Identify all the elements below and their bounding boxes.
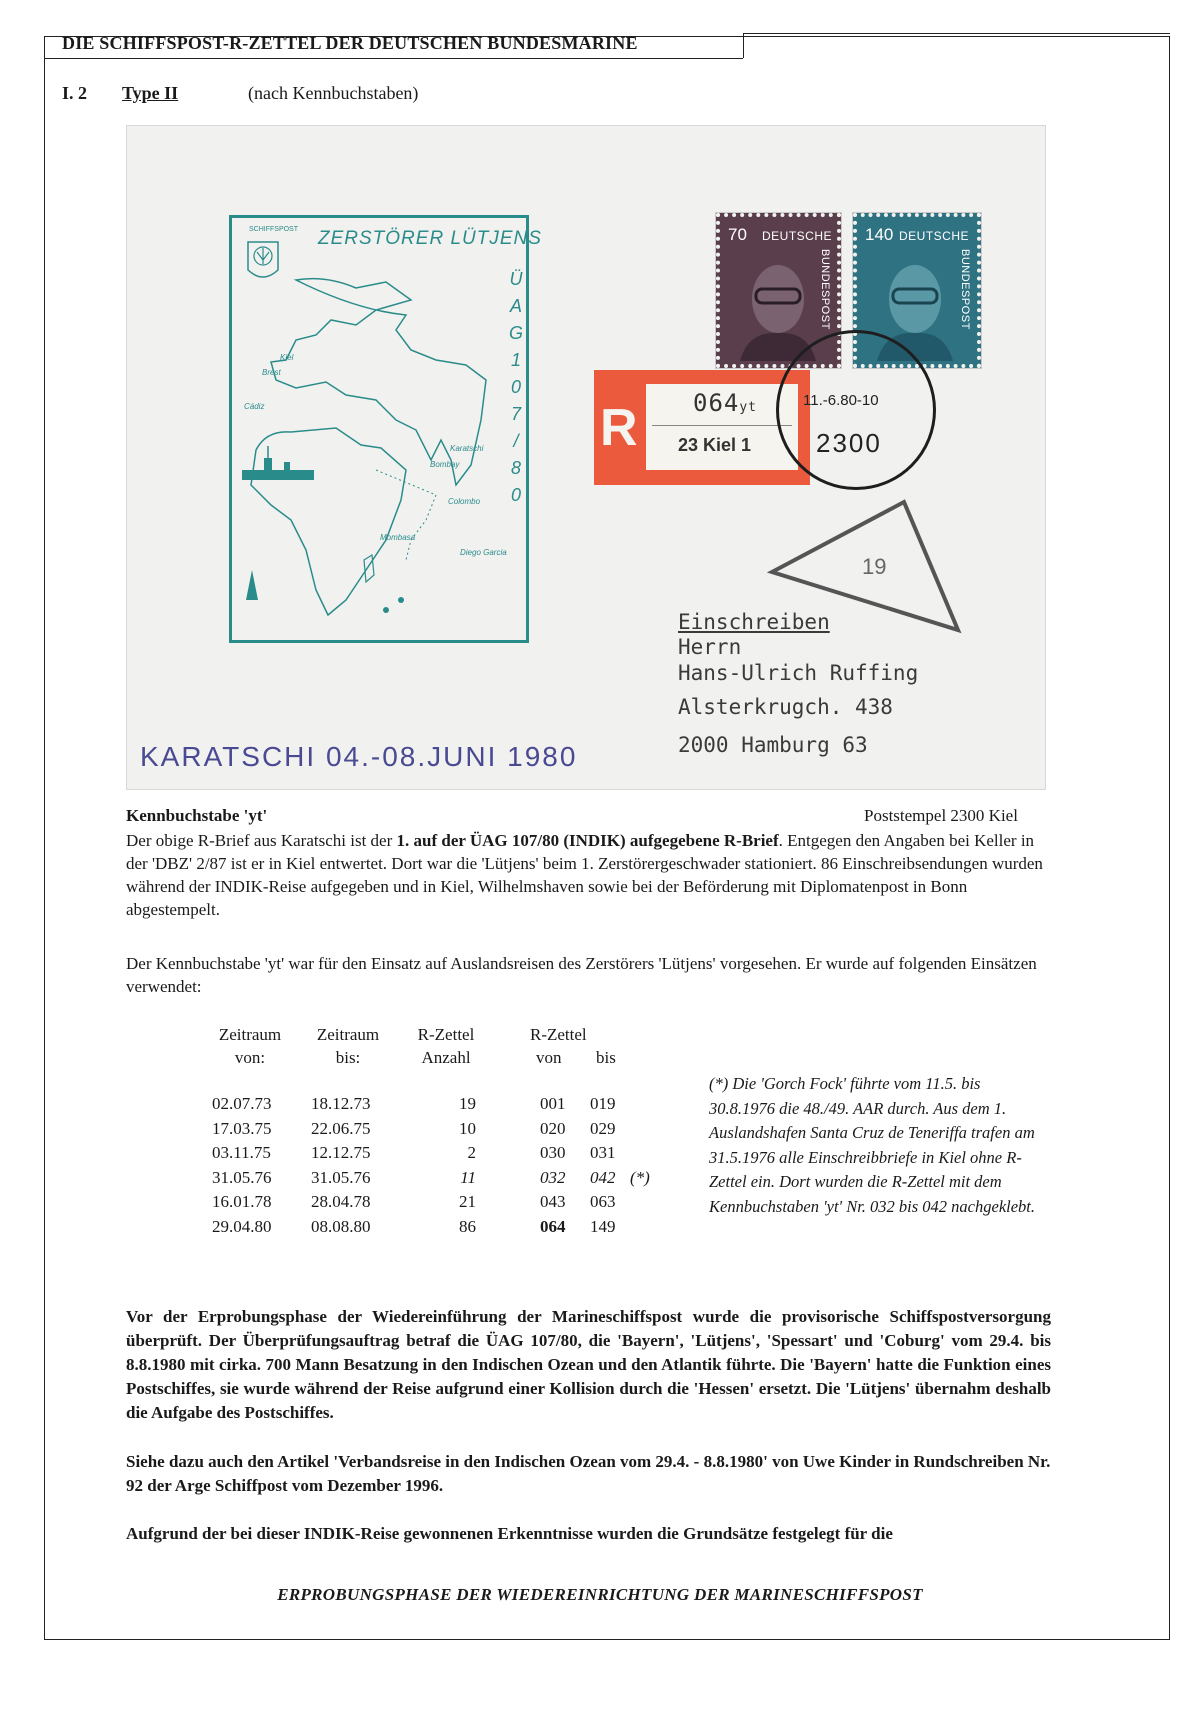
- postmark-date: 11.-6.80-10: [803, 392, 879, 409]
- cell-zeitraum-von: 17.03.75: [212, 1118, 272, 1138]
- table-header-zeitraum-bis: [306, 1023, 390, 1069]
- page-title: DIE SCHIFFSPOST-R-ZETTEL DER DEUTSCHEN BUNDESMARINE: [62, 33, 638, 53]
- registration-suffix: yt: [739, 400, 758, 415]
- cell-anzahl: 10: [459, 1118, 476, 1138]
- cachet-vert-char: 8: [510, 458, 521, 478]
- cell-zeitraum-bis: 18.12.73: [311, 1094, 371, 1113]
- p1-text: . Entgegen den Angaben bei Keller in der 'DBZ' 2/87 ist er in Kiel entwertet. Dort war die 'Lütjens' beim 1. Zerstörergeschwader stationiert. 86 Einschreibsendungen wurden während der INDIK-Reise aufgegeben und in Kiel, Wilhelmshaven sowie bei der Beförderung mit Diplomatenpost in Bonn abgestempelt.: [126, 831, 1043, 919]
- section-number: I. 2: [62, 83, 88, 103]
- p1-text: Der obige R-Brief aus Karatschi ist der: [126, 831, 397, 850]
- cell-zeitraum-von: 02.07.73: [212, 1094, 272, 1113]
- cachet-vert-char: /: [513, 431, 519, 451]
- triangle-stamp-number: 19: [862, 554, 887, 579]
- paragraph-4: Siehe dazu auch den Artikel 'Verbandsreise in den Indischen Ozean vom 29.4. - 8.8.1980' von Uwe Kinder in Rundschreiben Nr. 92 der Arge Schiffpost vom Dezember 1996.: [126, 1452, 1051, 1495]
- cachet-vert-char: Ü: [509, 269, 523, 289]
- header-line: Zeitraum: [218, 1025, 282, 1044]
- cell-anzahl: 86: [459, 1216, 476, 1236]
- cell-rzettel-von: 032: [540, 1167, 566, 1187]
- cell-rzettel-bis: 019: [590, 1094, 616, 1113]
- cell-zeitraum-von: 31.05.76: [212, 1167, 272, 1187]
- header-line: R-Zettel: [417, 1025, 475, 1044]
- cachet-vert-char: 7: [510, 404, 521, 424]
- registration-number-value: 064: [693, 389, 740, 417]
- cachet-small-label: SCHIFFSPOST: [249, 226, 299, 233]
- cachet-map: [236, 270, 506, 640]
- stamp-value: 70: [728, 225, 747, 244]
- registration-number: [693, 389, 757, 417]
- header-line: von:: [234, 1048, 266, 1067]
- cell-anzahl: 2: [467, 1143, 476, 1162]
- footer-title: ERPROBUNGSPHASE DER WIEDEREINRICHTUNG DER MARINESCHIFFSPOST: [277, 1585, 923, 1604]
- map-label-colombo: Colombo: [448, 497, 481, 506]
- p1-bold: 1. auf der ÜAG 107/80 (INDIK) aufgegebene R-Brief: [396, 831, 779, 850]
- cell-zeitraum-von: 03.11.75: [212, 1143, 271, 1162]
- address-line: Hans-Ulrich Ruffing: [678, 661, 919, 685]
- cell-rzettel-von: 020: [540, 1118, 566, 1138]
- cell-anzahl: 21: [459, 1192, 476, 1211]
- map-label-diego-garcia: Diego Garcia: [460, 548, 507, 557]
- portrait-icon: [734, 251, 816, 361]
- header-line: bis:: [335, 1048, 361, 1067]
- paragraph-2: Der Kennbuchstabe 'yt' war für den Einsatz auf Auslandsreisen des Zerstörers 'Lütjens' vorgesehen. Er wurde auf folgenden Einsätzen verwendet:: [126, 954, 1037, 996]
- cell-rzettel-von: 030: [540, 1143, 566, 1162]
- map-label-brest: Brest: [262, 368, 281, 377]
- stamp-post: BUNDESPOST: [959, 249, 971, 330]
- paragraph-1: [126, 829, 1051, 921]
- header-line: Anzahl: [421, 1048, 471, 1067]
- map-label-kiel: Kiel: [280, 353, 294, 362]
- registration-divider: [652, 425, 792, 426]
- table-header-zeitraum-von: [208, 1023, 292, 1069]
- cell-rzettel-bis: 063: [590, 1192, 616, 1211]
- cell-zeitraum-von: 16.01.78: [212, 1192, 272, 1211]
- cell-rzettel-bis: 029: [590, 1118, 616, 1138]
- section-type: Type II: [122, 83, 179, 103]
- address-line: Alsterkrugch. 438: [678, 695, 893, 719]
- cell-mark: (*): [630, 1167, 650, 1187]
- table-header-von: von: [536, 1048, 562, 1067]
- cachet-title: ZERSTÖRER LÜTJENS: [318, 228, 542, 249]
- cachet-vert-char: 1: [510, 350, 521, 370]
- cell-rzettel-bis: 149: [590, 1216, 616, 1236]
- stamp-value: 140: [865, 225, 894, 244]
- address-line: Einschreiben: [678, 610, 830, 634]
- address-line: Herrn: [678, 635, 742, 659]
- table-header-bis: bis: [596, 1048, 616, 1067]
- header-line: Zeitraum: [316, 1025, 380, 1044]
- cachet-vertical-text: [505, 266, 527, 509]
- cell-zeitraum-bis: 31.05.76: [311, 1167, 371, 1187]
- postmark-circle: [776, 330, 936, 490]
- cell-anzahl: 11: [460, 1167, 476, 1187]
- table-footnote: (*) Die 'Gorch Fock' führte vom 11.5. bis 30.8.1976 die 48./49. AAR durch. Aus dem 1. Auslandshafen Santa Cruz de Teneriffa trafen am 31.5.1976 alle Einschreibbriefe in Kiel ohne R-Zettel ein. Dort wurden die R-Zettel mit dem Kennbuchstaben 'yt' Nr. 032 bis 042 nachgeklebt.: [709, 1074, 1036, 1216]
- cell-zeitraum-bis: 12.12.75: [311, 1143, 371, 1162]
- cell-zeitraum-bis: 28.04.78: [311, 1192, 371, 1211]
- cell-zeitraum-bis: 22.06.75: [311, 1118, 371, 1138]
- title-divider: [743, 33, 744, 58]
- section-note: (nach Kennbuchstaben): [248, 83, 419, 103]
- map-label-mombasa: Mombasa: [380, 533, 416, 542]
- cell-anzahl: 19: [459, 1094, 476, 1113]
- registration-city: 23 Kiel 1: [678, 435, 752, 455]
- cachet-vert-char: A: [509, 296, 522, 316]
- cell-rzettel-von: 001: [540, 1094, 566, 1113]
- map-label-cadiz: Cádiz: [244, 402, 265, 411]
- registration-letter: R: [600, 399, 638, 457]
- cachet-vert-char: 0: [510, 377, 521, 397]
- poststempel-label: Poststempel 2300 Kiel: [864, 806, 1018, 825]
- frame-top-line: [743, 33, 1170, 34]
- karatschi-stamp: KARATSCHI 04.-08.JUNI 1980: [140, 741, 578, 772]
- cell-rzettel-von: 043: [540, 1192, 566, 1211]
- paragraph-3: Vor der Erprobungsphase der Wiedereinführung der Marineschiffspost wurde die provisorische Schiffspostversorgung überprüft. Der Überprüfungsauftrag betraf die ÜAG 107/80, die 'Bayern', 'Lütjens', 'Spessart' und 'Coburg' vom 29.4. bis 8.8.1980 mit cirka. 700 Mann Besatzung in den Indischen Ozean und den Atlantik führte. Die 'Bayern' hatte die Funktion eines Postschiffes, sie wurde während der Reise aufgrund einer Kollision durch die 'Hessen' ersetzt. Die 'Lütjens' übernahm deshalb die Aufgabe des Postschiffes.: [126, 1307, 1051, 1422]
- cell-rzettel-von: 064: [540, 1216, 566, 1236]
- cell-zeitraum-bis: 08.08.80: [311, 1216, 371, 1236]
- cell-rzettel-bis: 042: [590, 1167, 616, 1187]
- stamp-post: BUNDESPOST: [819, 249, 831, 330]
- map-label-bombay: Bombay: [430, 460, 460, 469]
- stamp-country: DEUTSCHE: [899, 229, 970, 243]
- address-line: 2000 Hamburg 63: [678, 733, 868, 757]
- kennbuchstabe-heading: Kennbuchstabe 'yt': [126, 806, 268, 825]
- table-header-anzahl: [404, 1023, 488, 1069]
- table-header-r-zettel: R-Zettel: [530, 1025, 587, 1044]
- postmark-zip: 2300: [816, 428, 882, 458]
- cachet-vert-char: G: [508, 323, 523, 343]
- cell-zeitraum-von: 29.04.80: [212, 1216, 272, 1236]
- stamp-country: DEUTSCHE: [762, 229, 833, 243]
- title-underline: [44, 58, 743, 59]
- cell-rzettel-bis: 031: [590, 1143, 616, 1162]
- paragraph-5: Aufgrund der bei dieser INDIK-Reise gewonnenen Erkenntnisse wurden die Grundsätze festgelegt für die: [126, 1524, 893, 1543]
- map-label-karatschi: Karatschi: [450, 444, 484, 453]
- cachet-vert-char: 0: [510, 485, 521, 505]
